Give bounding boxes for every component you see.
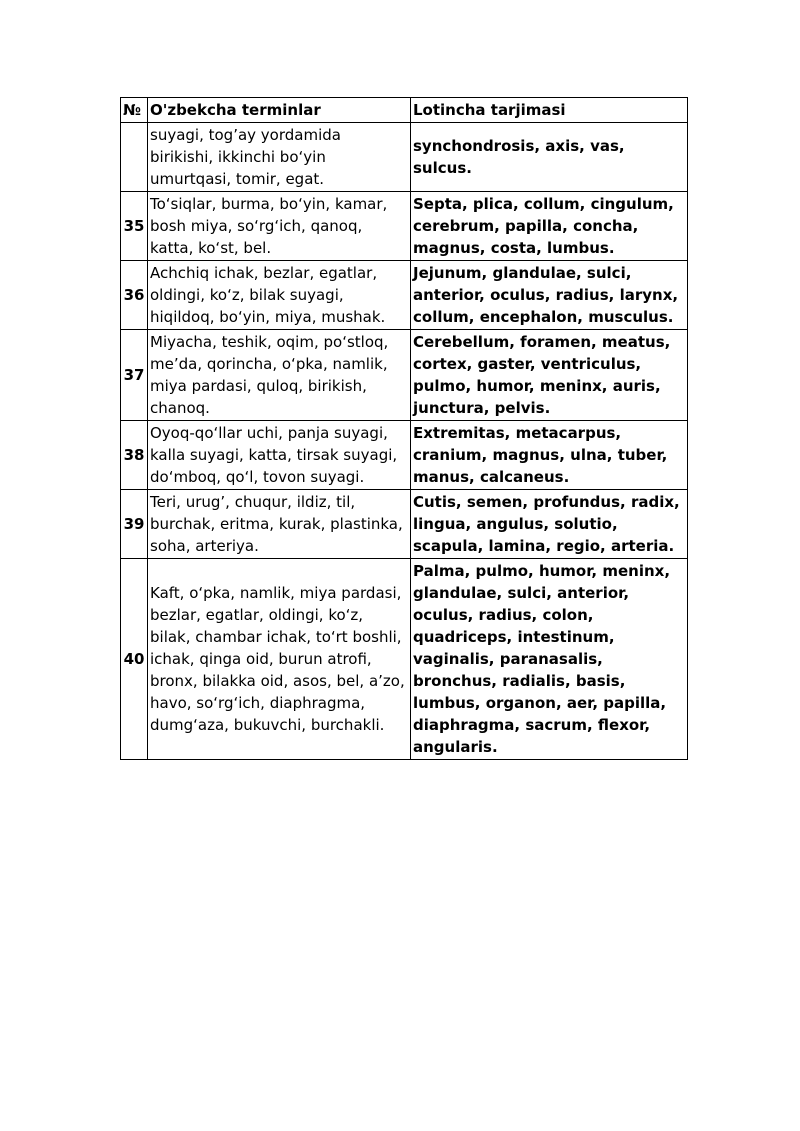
row-number: 37: [121, 330, 148, 421]
latin-translation-cell: Cerebellum, foramen, meatus, cortex, gaster, ventriculus, pulmo, humor, meninx, auris, junctura, pelvis.: [411, 330, 688, 421]
uzbek-terms-cell: Miyacha, teshik, oqim, po‘stloq, me’da, qorincha, o‘pka, namlik, miya pardasi, quloq, birikish, chanoq.: [148, 330, 411, 421]
latin-translation-cell: Palma, pulmo, humor, meninx, glandulae, sulci, anterior, oculus, radius, colon, quadriceps, intestinum, vaginalis, paranasalis, bronchus, radialis, basis, lumbus, organon, aer, papilla, diaphragma, sacrum, flexor, angularis.: [411, 559, 688, 760]
uzbek-terms-cell: suyagi, tog’ay yordamida birikishi, ikkinchi bo‘yin umurtqasi, tomir, egat.: [148, 123, 411, 192]
table-row: [121, 192, 688, 261]
table-row: [121, 123, 688, 192]
row-number: [121, 123, 148, 192]
table-row: [121, 330, 688, 421]
latin-translation-cell: Septa, plica, collum, cingulum, cerebrum, papilla, concha, magnus, costa, lumbus.: [411, 192, 688, 261]
terms-table: [120, 97, 688, 760]
row-number: 38: [121, 421, 148, 490]
row-number: 40: [121, 559, 148, 760]
latin-translation-cell: synchondrosis, axis, vas, sulcus.: [411, 123, 688, 192]
latin-translation-cell: Extremitas, metacarpus, cranium, magnus, ulna, tuber, manus, calcaneus.: [411, 421, 688, 490]
uzbek-terms-cell: Kaft, o‘pka, namlik, miya pardasi, bezlar, egatlar, oldingi, ko‘z, bilak, chambar ichak, to‘rt boshli, ichak, qinga oid, burun atrofi, bronx, bilakka oid, asos, bel, a’zo, havo, so‘rg‘ich, diaphragma, dumg‘aza, bukuvchi, burchakli.: [148, 559, 411, 760]
uzbek-terms-cell: To‘siqlar, burma, bo‘yin, kamar, bosh miya, so‘rg‘ich, qanoq, katta, ko‘st, bel.: [148, 192, 411, 261]
row-number: 35: [121, 192, 148, 261]
uzbek-terms-cell: Achchiq ichak, bezlar, egatlar, oldingi, ko‘z, bilak suyagi, hiqildoq, bo‘yin, miya, mushak.: [148, 261, 411, 330]
uzbek-terms-cell: Oyoq-qo‘llar uchi, panja suyagi, kalla suyagi, katta, tirsak suyagi, do‘mboq, qo‘l, tovon suyagi.: [148, 421, 411, 490]
table-row: [121, 421, 688, 490]
header-latin-translation: Lotincha tarjimasi: [411, 98, 688, 123]
latin-translation-cell: Jejunum, glandulae, sulci, anterior, oculus, radius, larynx, collum, encephalon, musculus.: [411, 261, 688, 330]
header-uzbek-terms: O'zbekcha terminlar: [148, 98, 411, 123]
table-row: [121, 261, 688, 330]
table-row: [121, 559, 688, 760]
table-row: [121, 490, 688, 559]
uzbek-terms-cell: Teri, urug’, chuqur, ildiz, til, burchak, eritma, kurak, plastinka, soha, arteriya.: [148, 490, 411, 559]
latin-translation-cell: Cutis, semen, profundus, radix, lingua, angulus, solutio, scapula, lamina, regio, arteria.: [411, 490, 688, 559]
table-header-row: [121, 98, 688, 123]
header-number: №: [121, 98, 148, 123]
row-number: 36: [121, 261, 148, 330]
row-number: 39: [121, 490, 148, 559]
